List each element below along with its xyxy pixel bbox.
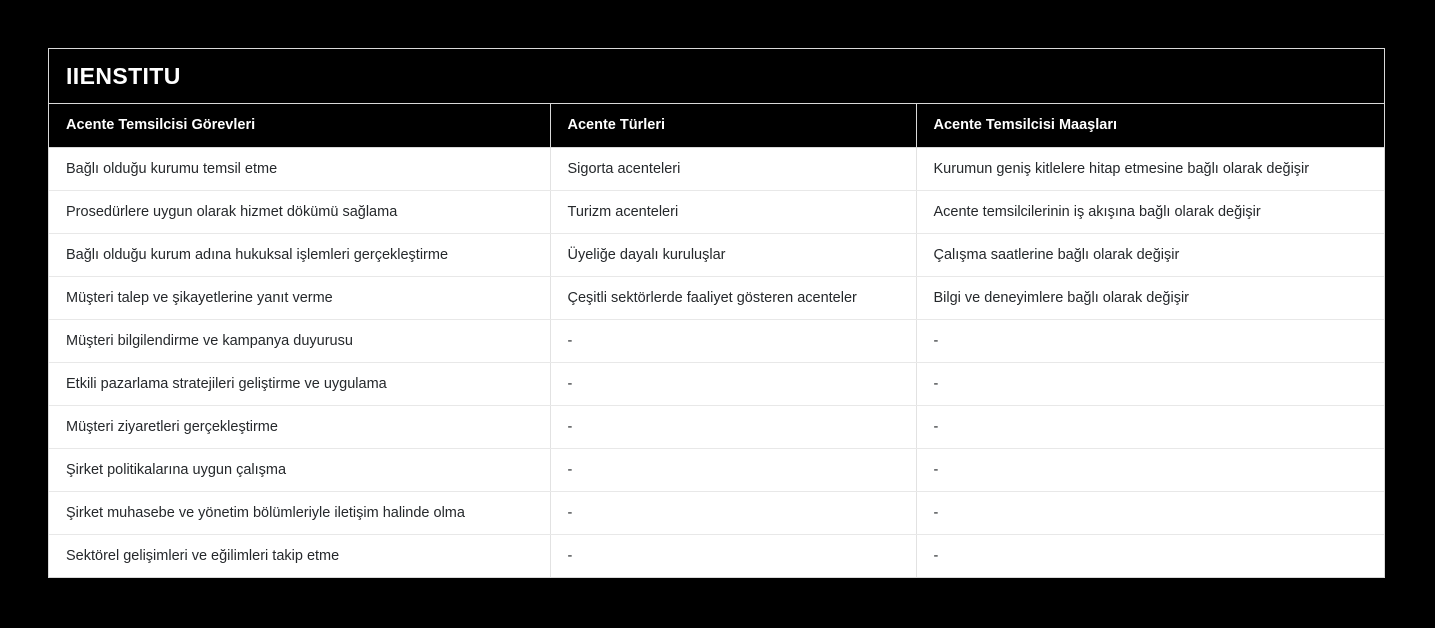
cell-duty: Müşteri talep ve şikayetlerine yanıt verme xyxy=(49,276,550,319)
cell-duty: Etkili pazarlama stratejileri geliştirme ve uygulama xyxy=(49,362,550,405)
cell-salary: - xyxy=(916,405,1384,448)
table-row xyxy=(49,362,1384,405)
cell-agency-type: - xyxy=(550,448,916,491)
cell-salary: - xyxy=(933,547,939,564)
cell-salary: Kurumun geniş kitlelere hitap etmesine bağlı olarak değişir xyxy=(916,147,1384,190)
cell-agency-type: - xyxy=(550,319,916,362)
brand-band xyxy=(49,49,1384,104)
table-row xyxy=(49,405,1384,448)
cell-salary: Çalışma saatlerine bağlı olarak değişir xyxy=(916,233,1384,276)
table-card xyxy=(48,48,1385,578)
agency-representative-table xyxy=(49,104,1384,577)
cell-agency-type: Turizm acenteleri xyxy=(550,190,916,233)
table-row xyxy=(49,319,1384,362)
cell-agency-type: - xyxy=(550,491,916,534)
cell-agency-type: - xyxy=(550,534,916,577)
cell-agency-type: Çeşitli sektörlerde faaliyet gösteren acenteler xyxy=(550,276,916,319)
cell-agency-type: Üyeliğe dayalı kuruluşlar xyxy=(550,233,916,276)
cell-agency-type: Sigorta acenteleri xyxy=(550,147,916,190)
cell-duty: Prosedürlere uygun olarak hizmet dökümü sağlama xyxy=(49,190,550,233)
cell-agency-type: - xyxy=(550,405,916,448)
table-row xyxy=(49,448,1384,491)
table-row xyxy=(49,233,1384,276)
table-row xyxy=(49,534,1384,577)
table-row xyxy=(49,147,1384,190)
cell-salary: Acente temsilcilerinin iş akışına bağlı olarak değişir xyxy=(916,190,1384,233)
cell-salary: - xyxy=(916,319,1384,362)
table-row xyxy=(49,491,1384,534)
cell-duty: Bağlı olduğu kurumu temsil etme xyxy=(49,147,550,190)
column-header-duties: Acente Temsilcisi Görevleri xyxy=(49,104,550,147)
table-body xyxy=(49,147,1384,577)
column-header-salaries: Acente Temsilcisi Maaşları xyxy=(916,104,1384,147)
cell-salary: - xyxy=(916,448,1384,491)
cell-salary: Bilgi ve deneyimlere bağlı olarak değişir xyxy=(916,276,1384,319)
cell-duty: Müşteri bilgilendirme ve kampanya duyurusu xyxy=(49,319,550,362)
column-header-agency-types: Acente Türleri xyxy=(550,104,916,147)
cell-duty: Sektörel gelişimleri ve eğilimleri takip etme xyxy=(49,534,550,577)
cell-salary: - xyxy=(916,362,1384,405)
cell-agency-type: - xyxy=(550,362,916,405)
cell-salary: - xyxy=(916,491,1384,534)
cell-duty: Bağlı olduğu kurum adına hukuksal işlemleri gerçekleştirme xyxy=(49,233,550,276)
cell-duty: Müşteri ziyaretleri gerçekleştirme xyxy=(49,405,550,448)
table-row xyxy=(49,276,1384,319)
table-header-row xyxy=(49,104,1384,147)
cell-duty: Şirket politikalarına uygun çalışma xyxy=(49,448,550,491)
brand-logo-text: IIENSTITU xyxy=(66,62,181,89)
table-header xyxy=(49,104,1384,147)
table-row xyxy=(49,190,1384,233)
cell-duty: Şirket muhasebe ve yönetim bölümleriyle iletişim halinde olma xyxy=(49,491,550,534)
